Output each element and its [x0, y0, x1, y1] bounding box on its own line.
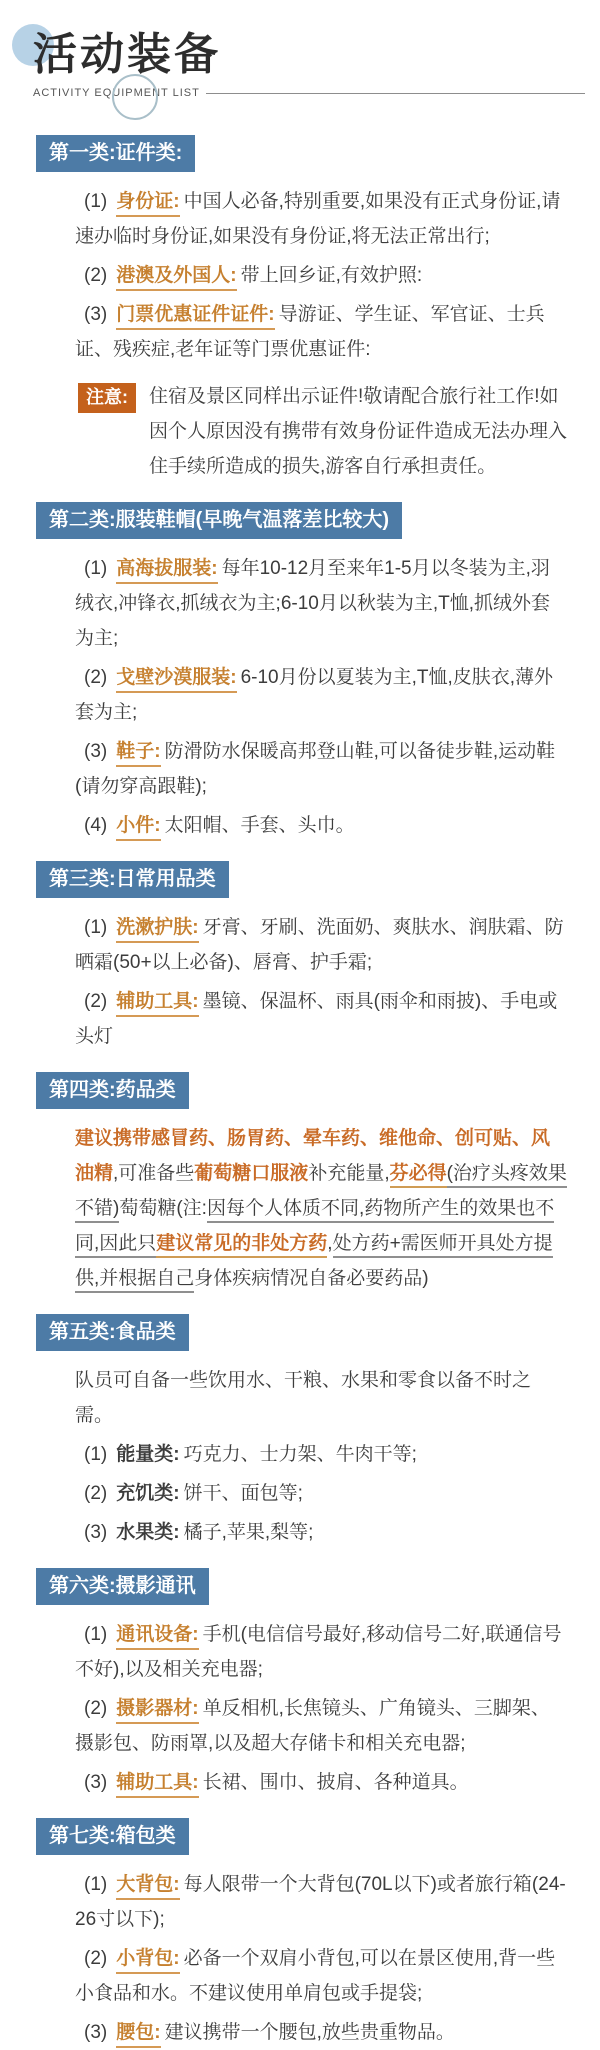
list-item — [75, 1765, 568, 1800]
item-number: (3) — [84, 304, 108, 325]
list-item — [75, 734, 568, 804]
item-keyword: 腰包: — [116, 2022, 160, 2048]
item-number: (2) — [84, 1948, 108, 1969]
section — [0, 861, 600, 1054]
item-number: (1) — [84, 1874, 108, 1895]
page-title: 活动装备 — [33, 30, 221, 79]
text-run: 建议携带感冒药、肠胃药、晕车药、维他命、创可贴、风油精 — [75, 1128, 551, 1184]
notice-text: 住宿及景区同样出示证件!敬请配合旅行社工作!如因个人原因没有携带有效身份证件造成无法办理入住手续所造成的损失,游客自行承担责任。 — [149, 386, 568, 477]
text-run: ,可准备些 — [113, 1163, 195, 1184]
section — [0, 502, 600, 843]
section — [0, 1314, 600, 1550]
item-number: (1) — [84, 917, 108, 938]
item-number: (3) — [84, 1772, 108, 1793]
item-text: 每年10-12月至来年1-5月以冬装为主,羽绒衣,冲锋衣,抓绒衣为主;6-10月以秋装为主,T恤,抓绒外套为主; — [75, 558, 551, 649]
item-text: 每人限带一个大背包(70L以下)或者旅行箱(24-26寸以下); — [75, 1874, 566, 1930]
list-item — [75, 1437, 568, 1472]
item-number: (4) — [84, 815, 108, 836]
item-text: 带上回乡证,有效护照: — [240, 265, 423, 286]
text-run: (治疗头疼效果不错) — [75, 1163, 567, 1223]
item-number: (1) — [84, 558, 108, 579]
notice — [78, 379, 570, 484]
text-run: 建议常见的非处方药 — [156, 1233, 327, 1258]
text-run: 萄萄糖(注: — [119, 1198, 207, 1219]
item-text: 饼干、面包等; — [183, 1483, 303, 1504]
list-item — [75, 1691, 568, 1761]
title-block — [33, 30, 585, 99]
text-run: 因每个人体质不同,药物所产生的效果也不同,因此只 — [75, 1198, 554, 1258]
item-number: (2) — [84, 1483, 108, 1504]
list-item — [75, 1867, 568, 1937]
rich-paragraph — [75, 1121, 568, 1296]
list-item — [75, 910, 568, 980]
list-item — [75, 1617, 568, 1687]
item-number: (2) — [84, 667, 108, 688]
item-number: (3) — [84, 741, 108, 762]
list-item — [75, 808, 568, 843]
section-header: 第七类:箱包类 — [36, 1818, 189, 1855]
item-text: 防滑防水保暖高邦登山鞋,可以备徒步鞋,运动鞋(请勿穿高跟鞋); — [75, 741, 556, 797]
list-item — [75, 551, 568, 656]
text-run: 芬必得 — [390, 1163, 447, 1188]
list-item — [75, 184, 568, 254]
section — [0, 1818, 600, 2050]
item-keyword: 辅助工具: — [116, 991, 198, 1017]
item-text: 橘子,苹果,梨等; — [183, 1522, 314, 1543]
list-item — [75, 1476, 568, 1511]
item-keyword: 高海拔服装: — [116, 558, 217, 584]
item-keyword: 鞋子: — [116, 741, 160, 767]
item-number: (3) — [84, 2022, 108, 2043]
section-header: 第一类:证件类: — [36, 135, 195, 172]
text-run: 葡萄糖口服液 — [194, 1163, 309, 1184]
section-header: 第六类:摄影通讯 — [36, 1568, 209, 1605]
list-item — [75, 660, 568, 730]
section-header: 第五类:食品类 — [36, 1314, 189, 1351]
section-header: 第四类:药品类 — [36, 1072, 189, 1109]
item-text: 中国人必备,特别重要,如果没有正式身份证,请速办临时身份证,如果没有身份证,将无法正常出行; — [75, 191, 561, 247]
title-divider — [206, 93, 585, 94]
section — [0, 1568, 600, 1800]
content — [0, 135, 600, 2050]
list-item — [75, 258, 568, 293]
section — [0, 1072, 600, 1296]
item-number: (2) — [84, 991, 108, 1012]
item-keyword: 水果类: — [116, 1522, 180, 1543]
item-text: 太阳帽、手套、头巾。 — [164, 815, 355, 836]
text-run: 身体疾病情况自备必要药品) — [194, 1268, 429, 1289]
item-text: 墨镜、保温杯、雨具(雨伞和雨披)、手电或头灯 — [75, 991, 558, 1047]
item-keyword: 身份证: — [116, 191, 179, 217]
item-text: 6-10月份以夏装为主,T恤,皮肤衣,薄外套为主; — [75, 667, 554, 723]
item-text: 建议携带一个腰包,放些贵重物品。 — [164, 2022, 455, 2043]
list-item — [75, 1941, 568, 2011]
item-keyword: 港澳及外国人: — [116, 265, 236, 291]
item-keyword: 门票优惠证件证件: — [116, 304, 274, 330]
item-text: 长裙、围巾、披肩、各种道具。 — [202, 1772, 469, 1793]
section — [0, 135, 600, 484]
item-keyword: 摄影器材: — [116, 1698, 198, 1724]
item-number: (3) — [84, 1522, 108, 1543]
item-text: 手机(电信信号最好,移动信号二好,联通信号不好),以及相关充电器; — [75, 1624, 562, 1680]
item-keyword: 洗漱护肤: — [116, 917, 198, 943]
section-intro: 队员可自备一些饮用水、干粮、水果和零食以备不时之需。 — [75, 1370, 532, 1426]
item-number: (1) — [84, 191, 108, 212]
item-number: (2) — [84, 1698, 108, 1719]
item-text: 导游证、学生证、军官证、士兵证、残疾症,老年证等门票优惠证件: — [75, 304, 545, 360]
text-run: , — [327, 1233, 333, 1254]
decorative-circle-outline — [112, 74, 158, 120]
list-item — [75, 297, 568, 367]
item-number: (2) — [84, 265, 108, 286]
item-keyword: 能量类: — [116, 1444, 180, 1465]
notice-badge: 注意: — [78, 383, 136, 413]
section-header: 第三类:日常用品类 — [36, 861, 229, 898]
item-keyword: 通讯设备: — [116, 1624, 198, 1650]
item-text: 巧克力、士力架、牛肉干等; — [183, 1444, 417, 1465]
list-item — [75, 1515, 568, 1550]
item-number: (1) — [84, 1624, 108, 1645]
item-text: 牙膏、牙刷、洗面奶、爽肤水、润肤霜、防晒霜(50+以上必备)、唇膏、护手霜; — [75, 917, 564, 973]
item-keyword: 充饥类: — [116, 1483, 180, 1504]
list-item — [75, 2015, 568, 2050]
item-text: 单反相机,长焦镜头、广角镜头、三脚架、摄影包、防雨罩,以及超大存储卡和相关充电器; — [75, 1698, 550, 1754]
item-text: 必备一个双肩小背包,可以在景区使用,背一些小食品和水。不建议使用单肩包或手提袋; — [75, 1948, 556, 2004]
section-header: 第二类:服装鞋帽(早晚气温落差比较大) — [36, 502, 402, 539]
item-number: (1) — [84, 1444, 108, 1465]
text-run: 处方药+需医师开具处方提供,并根据自己 — [75, 1233, 553, 1293]
item-keyword: 小件: — [116, 815, 160, 841]
text-run: 补充能量, — [308, 1163, 390, 1184]
item-keyword: 小背包: — [116, 1948, 179, 1974]
item-keyword: 大背包: — [116, 1874, 179, 1900]
list-item — [75, 984, 568, 1054]
page-subtitle: ACTIVITY EQUIPMENT LIST — [33, 87, 200, 99]
item-keyword: 辅助工具: — [116, 1772, 198, 1798]
item-keyword: 戈壁沙漠服装: — [116, 667, 236, 693]
